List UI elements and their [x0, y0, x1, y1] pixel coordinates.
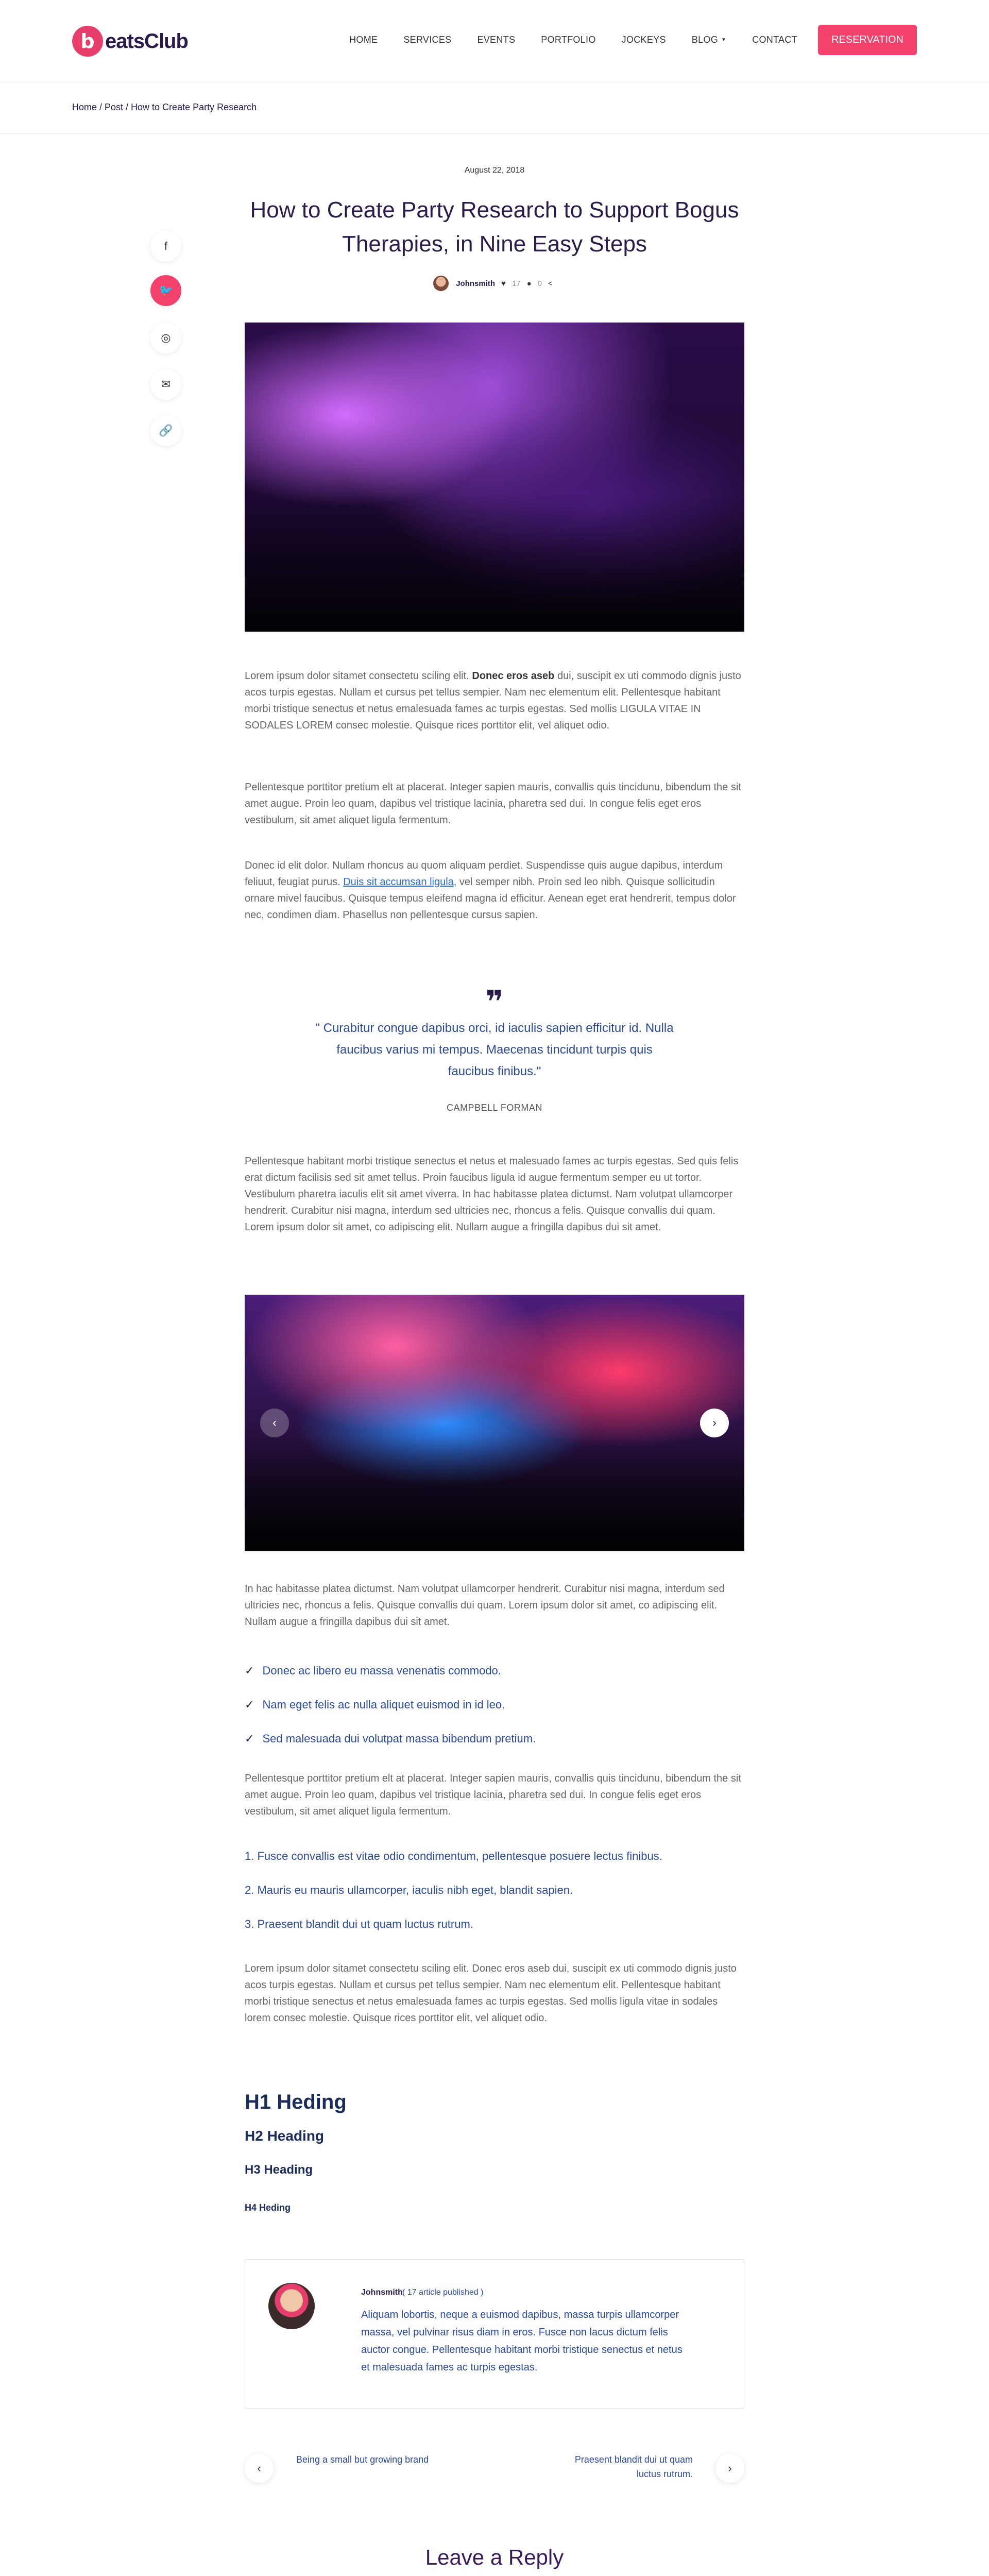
paragraph-7: Lorem ipsum dolor sitamet consectetu sciling elit. Donec eros aseb dui, suscipit ex uti commodo dignis justo acos turpis egestas. Nullam et cursus pet tellus sempier. Nam nec elementum elit. Pellentesque habitant morbi tristique senectus et netus emalesuada fames ac turpis egestas. Sed mollis ligula vitae in sodales lorem consec molestie. Quisque rices porttitor elit, vel aliquet odio. — [245, 1963, 737, 2024]
main-nav — [323, 25, 917, 55]
caret-down-icon: ▼ — [721, 37, 727, 43]
prev-post-title[interactable]: Being a small but growing brand — [296, 2454, 429, 2465]
nav-jockeys[interactable]: JOCKEYS — [621, 35, 666, 45]
comment-count: 0 — [537, 279, 542, 288]
list-item: 1. Fusce convallis est vitae odio condimentum, pellentesque posuere lectus finibus. — [245, 1850, 662, 1862]
nav-blog-label: BLOG — [691, 35, 718, 45]
next-post-button[interactable]: › — [715, 2454, 744, 2483]
comment-icon[interactable]: ● — [526, 279, 532, 288]
site-header — [0, 0, 989, 82]
image-slider — [245, 1295, 744, 1551]
check-list — [245, 1654, 744, 1756]
post-image-crowd — [245, 323, 744, 632]
heading-h2: H2 Heading — [245, 2128, 325, 2144]
slider-prev-button[interactable]: ‹ — [260, 1409, 289, 1437]
check-icon: ✓ — [245, 1732, 254, 1745]
check-icon: ✓ — [245, 1698, 254, 1711]
mail-icon[interactable]: ✉ — [150, 369, 181, 400]
heading-h1: H1 Heding — [245, 2091, 347, 2113]
paragraph-2: Pellentesque porttitor pretium elt at placerat. Integer sapien mauris, convallis quis tincidunu, bibendum the sit amet augue. Proin leo quam, dapibus vel tristique lacinia, pharetra sed dui. In congue felis eget eros vestibulum, sit amet aliquet ligula fermentum. — [245, 782, 741, 826]
author-box — [245, 2259, 744, 2409]
paragraph-3: Donec id elit dolor. Nullam rhoncus au quom aliquam perdiet. Suspendisse quis augue dapibus, interdum feliuut, feugiat purus. Duis sit accumsan ligula, vel semper nibh. Proin sed leo nibh. Quisque sollicitudin ornare mivel faucibus. Quisque tempus eleifend magna id efficitur. Aenean eget erat hendrerit, tempus dolor nec, condimen diam. Phasellus non pellentesque cursus sapien. — [245, 860, 736, 921]
list-item: ✓ Sed malesuada dui volutpat massa bibendum pretium. — [245, 1732, 536, 1745]
crowd-silhouette — [245, 493, 744, 632]
logo-mark: b — [72, 26, 103, 57]
author-bio: Aliquam lobortis, neque a euismod dapibus, massa turpis ullamcorper massa, vel pulvinar risus diam in eros. Fusce non lacus dictum felis auctor congue. Pellentesque habitant morbi tristique senectus et netus et malesuada fames ac turpis egestas. — [361, 2309, 683, 2373]
paragraph-1: Lorem ipsum dolor sitamet consectetu sciling elit. Donec eros aseb dui, suscipit ex uti commodo dignis justo acos turpis egestas. Nullam et cursus pet tellus sempier. Nam nec elementum elit. Pellentesque habitant morbi tristique senectus et netus emalesuada fames ac turpis egestas. Sed mollis LIGULA VITAE IN SODALES LOREM consec molestie. Quisque rices porttitor elit, vel aliquet odio. — [245, 670, 741, 731]
reservation-button[interactable]: RESERVATION — [818, 25, 917, 55]
instagram-icon[interactable]: ◎ — [150, 323, 181, 353]
post-author[interactable]: Johnsmith — [456, 279, 496, 288]
nav-home[interactable]: HOME — [349, 35, 378, 45]
logo-text: eatsClub — [105, 29, 188, 53]
paragraph-4: Pellentesque habitant morbi tristique senectus et netus et malesuado fames ac turpis egestas. Sed quis felis erat dictum facilisis sed sit amet tellus. Proin faucibus ligula id augue fermentum semper eu ut tortor. Vestibulum pharetra iaculis elit sit amet viverra. In hac habitasse platea dictumst. Nam volutpat ullamcorper hendrerit. Curabitur nisi magna, interdum sed ultricies nec, rhoncus a felis. Quisque convallis dui quam. Lorem ipsum dolor sit amet, co adipiscing elit. Nullam augue a fringilla dapibus dui sit amet. — [245, 1156, 739, 1233]
nav-services[interactable]: SERVICES — [403, 35, 452, 45]
author-article-count: ( 17 article published ) — [402, 2288, 484, 2297]
heading-h3: H3 Heading — [245, 2163, 313, 2177]
prev-post-button[interactable]: ‹ — [245, 2454, 274, 2483]
check-icon: ✓ — [245, 1664, 254, 1677]
heart-icon[interactable]: ♥ — [501, 279, 506, 288]
slider-next-button[interactable]: › — [700, 1409, 729, 1437]
blockquote-author: CAMPBELL FORMAN — [447, 1103, 542, 1113]
author-name[interactable]: Johnsmith — [361, 2288, 403, 2297]
crowd-silhouette — [245, 1436, 744, 1551]
post-navigation — [245, 2439, 744, 2496]
twitter-icon[interactable]: 🐦 — [150, 275, 181, 306]
breadcrumb[interactable]: Home / Post / How to Create Party Research — [72, 102, 257, 112]
nav-contact[interactable]: CONTACT — [752, 35, 797, 45]
post-title: How to Create Party Research to Support Bogus Therapies, in Nine Easy Steps — [250, 197, 739, 257]
list-item: ✓ Donec ac libero eu massa venenatis commodo. — [245, 1664, 501, 1677]
next-post-title[interactable]: Praesent blandit dui ut quam luctus rutrum. — [574, 2454, 693, 2479]
post-date: August 22, 2018 — [464, 166, 525, 175]
link-icon[interactable]: 🔗 — [150, 415, 181, 446]
list-item: 3. Praesent blandit dui ut quam luctus rutrum. — [245, 1918, 473, 1930]
like-count: 17 — [511, 279, 521, 288]
list-item: ✓ Nam eget felis ac nulla aliquet euismod in id leo. — [245, 1698, 505, 1711]
inline-link[interactable]: Duis sit accumsan ligula — [343, 876, 454, 888]
author-avatar-small — [433, 276, 449, 291]
logo[interactable] — [72, 26, 188, 57]
list-item: 2. Mauris eu mauris ullamcorper, iaculis nibh eget, blandit sapien. — [245, 1884, 573, 1896]
heading-h4: H4 Heding — [245, 2202, 291, 2213]
facebook-icon[interactable]: f — [150, 231, 181, 262]
reply-title: Leave a Reply — [425, 2545, 564, 2569]
quote-icon: ❞ — [485, 985, 504, 1019]
breadcrumb-bar — [0, 82, 989, 134]
share-icon[interactable]: < — [548, 279, 553, 288]
post-meta — [0, 276, 989, 291]
paragraph-5: In hac habitasse platea dictumst. Nam volutpat ullamcorper hendrerit. Curabitur nisi magna, interdum sed ultricies nec, rhoncus a felis. Quisque convallis dui quam. Lorem ipsum dolor sit amet, co adipiscing elit. Nullam augue a fringilla dapibus dui sit amet. — [245, 1583, 725, 1628]
nav-events[interactable]: EVENTS — [477, 35, 516, 45]
paragraph-6: Pellentesque porttitor pretium elt at placerat. Integer sapien mauris, convallis quis tincidunu, bibendum the sit amet augue. Proin leo quam, dapibus vel tristique lacinia, pharetra sed dui. In congue felis eget eros vestibulum, sit amet aliquet ligula fermentum. — [245, 1773, 741, 1817]
blockquote-text: " Curabitur congue dapibus orci, id iaculis sapien efficitur id. Nulla faucibus varius mi tempus. Maecenas tincidunt turpis quis faucibus finibus." — [315, 1021, 674, 1078]
nav-portfolio[interactable]: PORTFOLIO — [541, 35, 596, 45]
nav-blog[interactable] — [692, 35, 726, 45]
author-avatar — [268, 2283, 315, 2329]
numbered-list — [245, 1839, 744, 1941]
